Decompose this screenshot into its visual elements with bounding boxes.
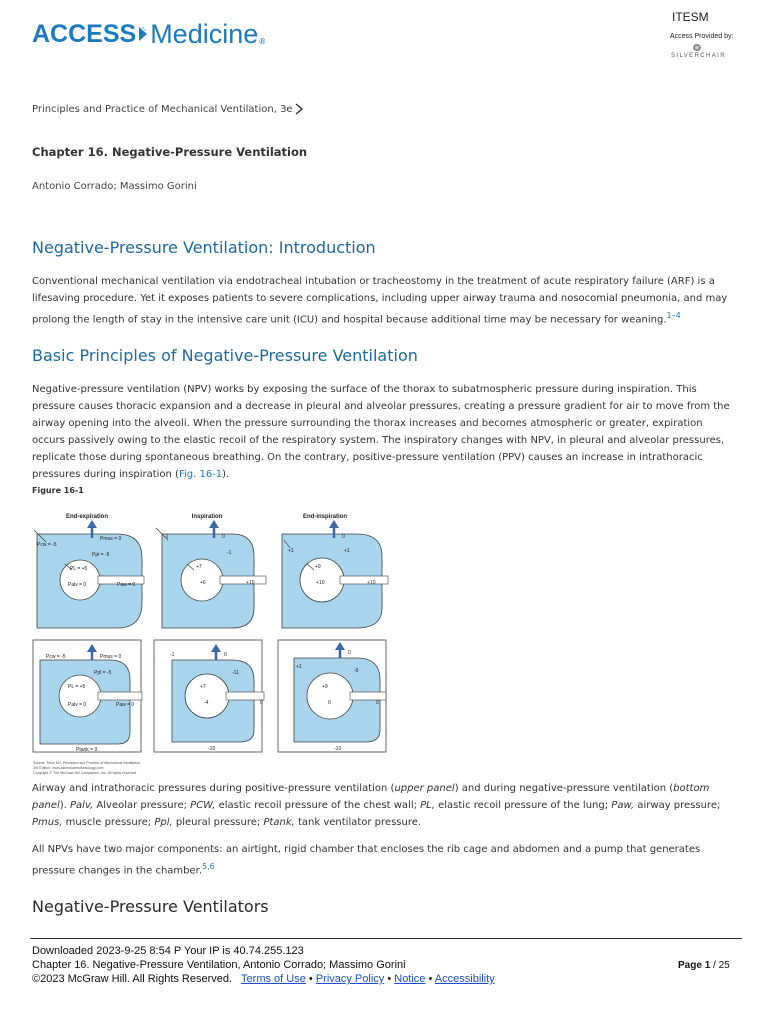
npv-paragraph: All NPVs have two major components: an airtight, rigid chamber that encloses the rib cage and abdomen and a pump that generates pressure changes in the chamber.$^{5,6}$: [32, 844, 701, 877]
svg-text:-10: -10: [208, 746, 216, 752]
figure-16-1[interactable]: [32, 508, 396, 778]
svg-text:+6: +6: [200, 580, 206, 586]
top-panel: [34, 520, 388, 628]
svg-text:-10: -10: [334, 746, 342, 752]
intro-paragraph: Conventional mechanical ventilation via endotracheal intubation or tracheostomy in the treatment of acute respiratory failure (ARF) is a lifesaving procedure. Yet it exposes patients to severe complications, including upper airway trauma and nosocomial pneumonia, and may prolong the length of stay in the intensive care unit (ICU) and hospital because additional time may be necessary for weaning.$^{1-4}$: [32, 276, 728, 326]
tank-diagram: [154, 640, 264, 752]
accessmedicine-logo[interactable]: ACCESS Medicine ®: [32, 18, 267, 49]
svg-text:-4: -4: [204, 700, 209, 706]
svg-text:Ptank = 0: Ptank = 0: [76, 747, 98, 753]
bottom-panel: [33, 640, 386, 753]
accessibility-link[interactable]: Accessibility: [434, 973, 495, 985]
svg-text:+9: +9: [315, 564, 321, 570]
figure-source: Source: Tobin MJ: Principles and Practice of Mechanical Ventilation,: [33, 761, 142, 765]
logo-arrow-icon: [138, 25, 148, 43]
svg-text:+7: +7: [200, 684, 206, 690]
svg-text:-11: -11: [232, 670, 239, 676]
svg-text:Pmus = 0: Pmus = 0: [100, 536, 122, 542]
svg-text:-1: -1: [170, 652, 175, 658]
access-provided-by: Access Provided by:: [670, 33, 734, 40]
svg-text:+9: +9: [322, 684, 328, 690]
figure-source: Copyright © The McGraw-Hill Companies, Inc. All rights reserved.: [33, 771, 138, 775]
svg-text:+10: +10: [246, 580, 255, 586]
svg-text:+10: +10: [316, 580, 325, 586]
svg-text:PL = +5: PL = +5: [68, 684, 86, 690]
svg-text:Ppl = -5: Ppl = -5: [94, 670, 112, 676]
col-title: Inspiration: [191, 514, 223, 520]
page-number: Page 1 / 25: [678, 960, 730, 971]
svg-text:-1: -1: [227, 550, 232, 556]
chapter-title: Chapter 16. Negative-Pressure Ventilation: [32, 145, 308, 159]
heading-basic-principles: Basic Principles of Negative-Pressure Ventilation: [32, 346, 418, 365]
authors: Antonio Corrado; Massimo Gorini: [32, 181, 197, 192]
svg-text:0: 0: [224, 652, 227, 658]
chevron-right-icon: [295, 103, 303, 115]
svg-text:Ppl = -5: Ppl = -5: [92, 552, 110, 558]
footer-links: ©2023 McGraw Hill. All Rights Reserved. Terms of Use • Privacy Policy • Notice • Accessibility: [32, 973, 495, 985]
col-title: End-inspiration: [303, 514, 347, 520]
svg-text:0: 0: [376, 700, 379, 706]
svg-text:PL = +5: PL = +5: [70, 566, 88, 572]
footer-download-info: Downloaded 2023-9-25 8:54 P Your IP is 40.74.255.123: [32, 945, 304, 957]
notice-link[interactable]: Notice: [394, 973, 426, 985]
svg-text:+1: +1: [344, 548, 350, 554]
breadcrumb-book[interactable]: Principles and Practice of Mechanical Ventilation, 3e: [32, 103, 293, 115]
svg-text:+10: +10: [367, 580, 376, 586]
figure-link[interactable]: Fig. 16-1: [178, 469, 223, 480]
privacy-link[interactable]: Privacy Policy: [315, 973, 385, 985]
svg-text:Palv = 0: Palv = 0: [68, 702, 87, 708]
figure-caption: Airway and intrathoracic pressures during positive-pressure ventilation (upper panel) and during negative-pressure ventilation (bottom panel). Palv, Alveolar pressure; PCW, elastic recoil pressure of the chest wall; PL, elastic recoil pressure of the lung; Paw, airway pressure; Pmus, muscle pressure; Ppl, pleural pressure; Ptank, tank ventilator pressure.: [32, 783, 721, 828]
tank-diagram: [278, 640, 386, 752]
figure-label: Figure 16-1: [32, 486, 84, 495]
footer-chapter-info: Chapter 16. Negative-Pressure Ventilation, Antonio Corrado; Massimo Gorini: [32, 959, 406, 971]
svg-text:Palv = 0: Palv = 0: [68, 582, 87, 588]
svg-text:0: 0: [342, 534, 345, 540]
breadcrumb[interactable]: [32, 103, 303, 115]
provider-name: SILVERCHAIR: [671, 53, 726, 59]
svg-text:0: 0: [222, 534, 225, 540]
reference-link[interactable]: 5,6: [202, 862, 215, 871]
heading-introduction: Negative-Pressure Ventilation: Introduction: [32, 238, 376, 257]
page-header: [0, 0, 768, 90]
svg-text:Paw = 0: Paw = 0: [116, 702, 135, 708]
silverchair-logo-icon: [686, 43, 708, 52]
footer-divider: [30, 938, 742, 939]
reference-link[interactable]: 1–4: [666, 311, 681, 320]
svg-text:Pmus = 0: Pmus = 0: [100, 654, 122, 660]
svg-text:Pcw = -5: Pcw = -5: [37, 542, 57, 548]
terms-link[interactable]: Terms of Use: [241, 973, 306, 985]
svg-text:0: 0: [328, 700, 331, 706]
thorax-diagram: [34, 520, 144, 628]
heading-ventilators: Negative-Pressure Ventilators: [32, 897, 269, 916]
svg-text:-9: -9: [354, 668, 359, 674]
basic-principles-paragraph: Negative-pressure ventilation (NPV) works by exposing the surface of the thorax to subatmospheric pressure during inspiration. This pressure causes thoracic expansion and a decrease in pleural and alveolar pressures, creating a pressure gradient for air to move from the airway opening into the alveoli. When the pressure surrounding the thorax increases and becomes atmospheric or greater, expiration occurs passively owing to the elastic recoil of the respiratory system. The inspiratory changes with NPV, in pleural and alveolar pressures, replicate those during spontaneous breathing. On the contrary, positive-pressure ventilation (PPV) causes an increase in intrathoracic pressures during inspiration (Fig. 16-1).: [32, 384, 730, 480]
svg-text:Paw = 0: Paw = 0: [117, 582, 136, 588]
col-title: End-expiration: [65, 514, 109, 520]
svg-text:0: 0: [260, 700, 263, 706]
tank-diagram: [33, 640, 142, 753]
svg-text:Pcw = -5: Pcw = -5: [46, 654, 66, 660]
svg-text:+1: +1: [288, 548, 294, 554]
svg-text:0: 0: [348, 650, 351, 656]
figure-source: 3rd Edition: www.accessanesthesiology.com: [33, 766, 104, 770]
svg-text:-1: -1: [164, 534, 169, 540]
svg-text:+7: +7: [196, 564, 202, 570]
institution-name: ITESM: [672, 10, 709, 24]
svg-text:+1: +1: [296, 664, 302, 670]
